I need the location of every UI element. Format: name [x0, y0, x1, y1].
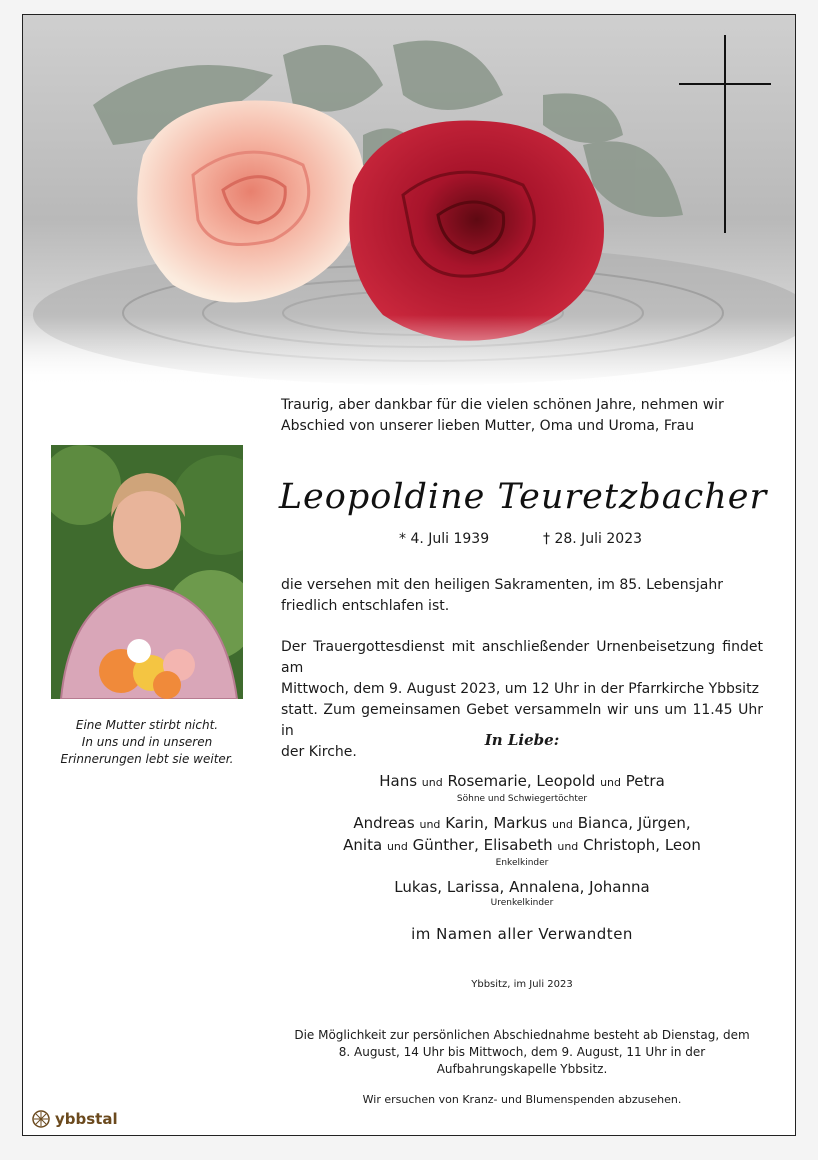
portrait-photo — [51, 445, 243, 699]
family-grandchildren: Andreas und Karin, Markus und Bianca, Jürgen, Anita und Günther, Elisabeth und Christoph, Leon Enkelkinder — [343, 814, 701, 868]
death-date: † 28. Juli 2023 — [543, 531, 643, 547]
place-date: Ybbsitz, im Juli 2023 — [471, 979, 573, 990]
service-text: Der Trauergottesdienst mit anschließender Urnenbeisetzung findet am Mittwoch, dem 9. August 2023, um 12 Uhr in der Pfarrkirche Ybbsitz statt. Zum gemeinsamen Gebet versammeln wir uns um 11.45 Uhr in der Kirche. — [281, 639, 763, 760]
passing-text: die versehen mit den heiligen Sakramenten, im 85. Lebensjahr friedlich entschlafen ist. — [281, 577, 724, 614]
dandelion-icon — [31, 1109, 51, 1129]
logo-text: ybbstal — [55, 1110, 118, 1128]
red-rose — [349, 121, 604, 341]
memorial-quote: Eine Mutter stirbt nicht. In uns und in unseren Erinnerungen lebt sie weiter. — [60, 718, 234, 766]
intro-text: Traurig, aber dankbar für die vielen schönen Jahre, nehmen wir Abschied von unserer lieben Mutter, Oma und Uroma, Frau — [281, 397, 724, 434]
in-liebe-heading: In Liebe: — [484, 731, 560, 749]
no-flowers-note: Wir ersuchen von Kranz- und Blumenspenden abzusehen. — [362, 1093, 682, 1106]
on-behalf-line: im Namen aller Verwandten — [411, 925, 633, 943]
obituary-card — [22, 14, 796, 1136]
ybbstal-logo — [31, 1107, 118, 1131]
viewing-info: Die Möglichkeit zur persönlichen Abschiednahme besteht ab Dienstag, dem 8. August, 14 Uhr bis Mittwoch, dem 9. August, 11 Uhr in der Aufbahrungskapelle Ybbsitz. — [294, 1028, 750, 1076]
deceased-name: Leopoldine Teuretzbacher — [278, 477, 768, 517]
family-children: Hans und Rosemarie, Leopold und Petra Söhne und Schwiegertöchter — [379, 772, 665, 804]
family-great-grandchildren: Lukas, Larissa, Annalena, Johanna Urenkelkinder — [394, 878, 650, 908]
birth-date: * 4. Juli 1939 — [399, 531, 490, 547]
roses-header-image — [23, 15, 795, 387]
cross-icon — [679, 35, 771, 235]
